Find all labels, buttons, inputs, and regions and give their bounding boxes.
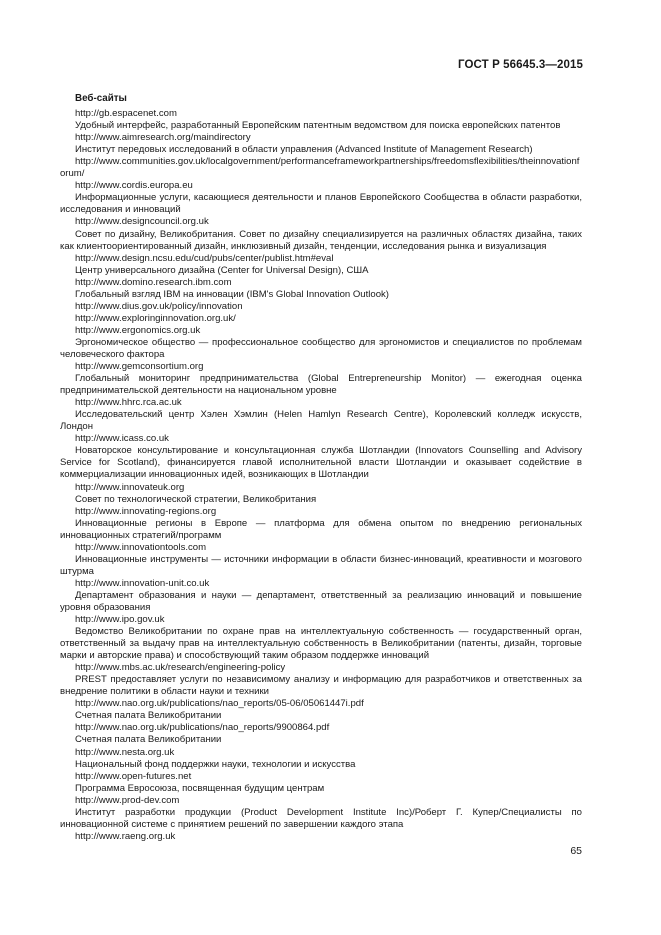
entry-url[interactable]: http://www.innovateuk.org <box>75 481 185 493</box>
entry-description: Ведомство Великобритании по охране прав на интеллектуальную собственность — государственный орган, ответственный за выдачу прав на интеллектуальную собственность в Великобритании (патенты, дизайн, торговые марки и авторские права) и способствующий таким образом поддержке инноваций <box>60 626 582 662</box>
entry-description: Удобный интерфейс, разработанный Европейским патентным ведомством для поиска европейских патентов <box>75 120 561 132</box>
entry-url[interactable]: http://www.innovation-unit.co.uk <box>75 577 210 589</box>
entry-description: Счетная палата Великобритании <box>75 734 222 746</box>
entry-url[interactable]: http://www.innovationtools.com <box>75 541 207 553</box>
entry-url[interactable]: http://www.ipo.gov.uk <box>75 614 165 626</box>
entry-description: Национальный фонд поддержки науки, технологии и искусства <box>75 758 356 770</box>
entry-description: Совет по технологической стратегии, Великобритания <box>75 493 317 505</box>
entry-url[interactable]: http://www.domino.research.ibm.com <box>75 276 232 288</box>
entry-description: Счетная палата Великобритании <box>75 710 222 722</box>
entry-url[interactable]: http://www.raeng.org.uk <box>75 830 176 842</box>
page-number: 65 <box>570 845 582 857</box>
entry-description: Глобальный мониторинг предпринимательства (Global Entrepreneurship Monitor) — ежегодная оценка предпринимательской деятельности на национальном уровне <box>60 373 582 397</box>
entry-url[interactable]: http://www.prod-dev.com <box>75 794 180 806</box>
entry-description: Институт передовых исследований в области управления (Advanced Institute of Management Research) <box>75 144 533 156</box>
entry-description: Глобальный взгляд IBM на инновации (IBM's Global Innovation Outlook) <box>75 288 389 300</box>
entry-description: Инновационные регионы в Европе — платформа для обмена опытом по внедрению региональных инновационных стратегий/программ <box>60 517 582 541</box>
entry-url[interactable]: http://www.nao.org.uk/publications/nao_reports/05-06/05061447i.pdf <box>75 698 364 710</box>
document-id-header: ГОСТ Р 56645.3—2015 <box>458 59 583 71</box>
entry-url[interactable]: http://www.open-futures.net <box>75 770 192 782</box>
entry-description: Исследовательский центр Хэлен Хэмлин (Helen Hamlyn Research Centre), Королевский колледж искусств, Лондон <box>60 409 582 433</box>
entry-description: Центр универсального дизайна (Center for Universal Design), США <box>75 264 369 276</box>
entry-url[interactable]: http://www.nesta.org.uk <box>75 746 175 758</box>
entry-url[interactable]: http://www.icass.co.uk <box>75 433 169 445</box>
entry-url[interactable]: http://www.cordis.europa.eu <box>75 180 193 192</box>
entries-list <box>60 108 582 843</box>
entry-url[interactable]: http://www.designcouncil.org.uk <box>75 216 209 228</box>
entry-description: Программа Евросоюза, посвященная будущим центрам <box>75 782 325 794</box>
entry-description: Информационные услуги, касающиеся деятельности и планов Европейского Сообщества в области разработки, исследования и инноваций <box>60 192 582 216</box>
entry-url[interactable]: http://gb.espacenet.com <box>75 108 177 120</box>
entry-description: Новаторское консультирование и консультационная служба Шотландии (Innovators Counselling and Advisory Service for Scotland), финансируется главой исполнительной власти Шотландии и оказывает содействие в коммерциализации инновационных идей, возникающих в Шотландии <box>60 445 582 481</box>
section-title: Веб-сайты <box>75 93 127 104</box>
entry-url[interactable]: http://www.communities.gov.uk/localgovernment/performanceframeworkpartnerships/freedomsflexibilities/theinnovationforum/ <box>60 156 580 180</box>
entry-description: PREST предоставляет услуги по независимому анализу и информацию для разработчиков и ответственных за внедрение политики в области науки и техники <box>60 674 582 698</box>
entry-url[interactable]: http://www.nao.org.uk/publications/nao_reports/9900864.pdf <box>75 722 330 734</box>
entry-description: Совет по дизайну, Великобритания. Совет по дизайну специализируется на различных областях дизайна, таких как клиентоориентированный дизайн, инклюзивный дизайн, тенденции, исследования рынка и визуализация <box>60 228 582 252</box>
entry-description: Институт разработки продукции (Product Development Institute Inc)/Роберт Г. Купер/Специалисты по инновационной системе с принятием решений по завершении каждого этапа <box>60 806 582 830</box>
entry-description: Инновационные инструменты — источники информации в области бизнес-инноваций, креативности и мозгового штурма <box>60 553 582 577</box>
entry-url[interactable]: http://www.exploringinnovation.org.uk/ <box>75 312 236 324</box>
entry-description: Департамент образования и науки — департамент, ответственный за реализацию инноваций и повышение уровня образования <box>60 589 582 613</box>
entry-url[interactable]: http://www.innovating-regions.org <box>75 505 217 517</box>
entry-url[interactable]: http://www.design.ncsu.edu/cud/pubs/center/publist.htm#eval <box>75 252 334 264</box>
entry-url[interactable]: http://www.gemconsortium.org <box>75 361 204 373</box>
entry-url[interactable]: http://www.mbs.ac.uk/research/engineering-policy <box>75 662 286 674</box>
entry-url[interactable]: http://www.hhrc.rca.ac.uk <box>75 397 182 409</box>
entry-url[interactable]: http://www.ergonomics.org.uk <box>75 324 201 336</box>
page-content <box>60 93 582 843</box>
entry-description: Эргономическое общество — профессиональное сообщество для эргономистов и специалистов по проблемам человеческого фактора <box>60 336 582 360</box>
entry-url[interactable]: http://www.aimresearch.org/maindirectory <box>75 132 251 144</box>
entry-url[interactable]: http://www.dius.gov.uk/policy/innovation <box>75 300 243 312</box>
